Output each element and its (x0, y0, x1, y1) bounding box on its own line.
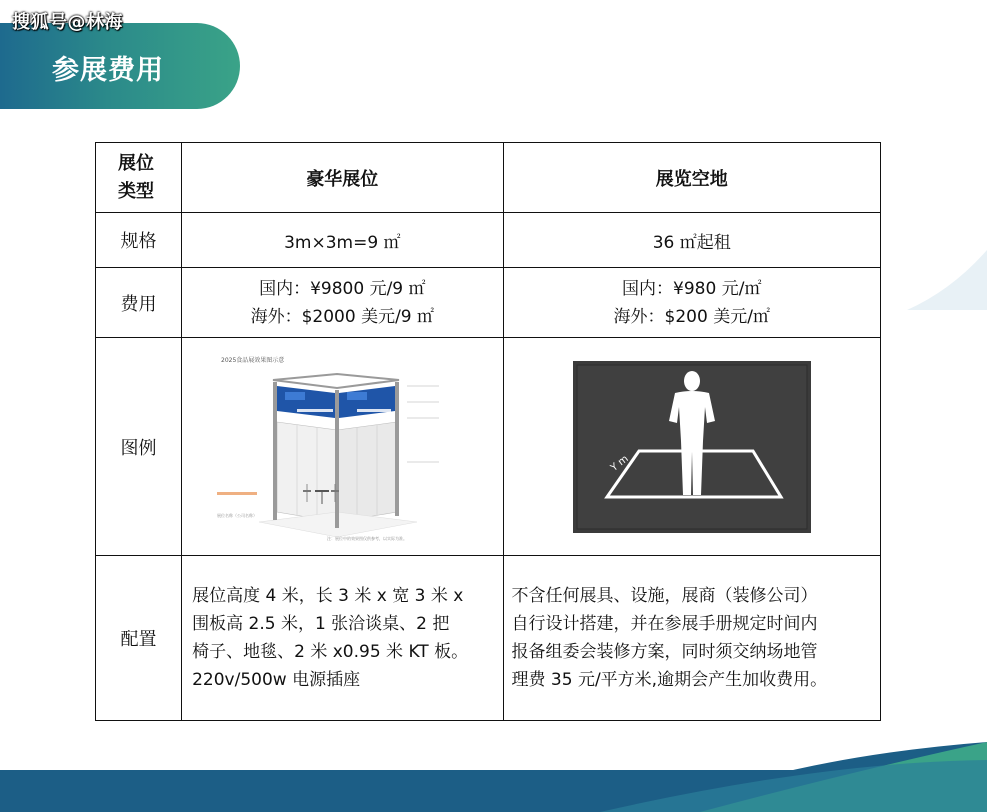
luxury-config-line-1: 展位高度 4 米，长 3 米 x 宽 3 米 x (192, 586, 464, 606)
raw-config-line-3: 报备组委会装修方案，同时须交纳场地管 (511, 642, 818, 662)
config-label: 配置 (96, 556, 182, 721)
raw-fee-cell (503, 268, 880, 338)
table-row-spec (96, 213, 881, 268)
luxury-config-line-4: 220v/500w 电源插座 (192, 670, 361, 690)
luxury-spec-cell: 3m×3m=9 ㎡ (182, 213, 503, 268)
luxury-config-line-2: 围板高 2.5 米，1 张洽谈桌、2 把 (192, 614, 450, 634)
page-title: 参展费用 (52, 55, 164, 86)
raw-space-header: 展览空地 (503, 143, 880, 213)
luxury-config-cell (182, 556, 503, 721)
table-row-fee (96, 268, 881, 338)
luxury-fee-overseas: 海外：$2000 美元/9 ㎡ (250, 306, 435, 327)
raw-space-image-cell (503, 338, 880, 556)
fee-label: 费用 (96, 268, 182, 338)
booth-fee-table (95, 142, 881, 721)
raw-spec-cell: 36 ㎡起租 (503, 213, 880, 268)
raw-fee-overseas: 海外：$200 美元/㎡ (613, 306, 770, 327)
decorative-wave-right (907, 250, 987, 310)
table-row-legend (96, 338, 881, 556)
illustration-caption: 2025食品展效果图示意 (221, 356, 285, 364)
raw-config-line-4: 理费 35 元/平方米,逾期会产生加收费用。 (511, 670, 828, 690)
raw-config-line-1: 不含任何展具、设施，展商（装修公司） (511, 586, 818, 606)
dimension-label: Y m (608, 452, 631, 474)
table-header-row (96, 143, 881, 213)
table-row-config (96, 556, 881, 721)
spec-label: 规格 (96, 213, 182, 268)
watermark-text: 搜狐号@林海 (12, 12, 123, 33)
booth-type-line1: 展位 (118, 152, 154, 174)
luxury-booth-illustration (207, 352, 477, 542)
raw-config-cell (503, 556, 880, 721)
luxury-config-line-3: 椅子、地毯、2 米 x0.95 米 KT 板。 (192, 642, 469, 662)
luxury-fee-cell (182, 268, 503, 338)
raw-fee-domestic: 国内：¥980 元/㎡ (622, 278, 762, 299)
luxury-fee-domestic: 国内：¥9800 元/9 ㎡ (259, 278, 426, 299)
legend-label: 图例 (96, 338, 182, 556)
luxury-booth-header: 豪华展位 (182, 143, 503, 213)
illustration-note: 注：展位中的效果图仅供参考，以实际为准。 (327, 535, 408, 541)
luxury-booth-image-cell (182, 338, 503, 556)
fascia-label: 展位名称（公司名称） (217, 512, 258, 518)
raw-config-line-2: 自行设计搭建，并在参展手册规定时间内 (511, 614, 818, 634)
booth-type-line2: 类型 (118, 180, 154, 202)
booth-type-header (96, 143, 182, 213)
raw-space-illustration (573, 361, 811, 533)
bottom-decorative-band (0, 742, 987, 812)
